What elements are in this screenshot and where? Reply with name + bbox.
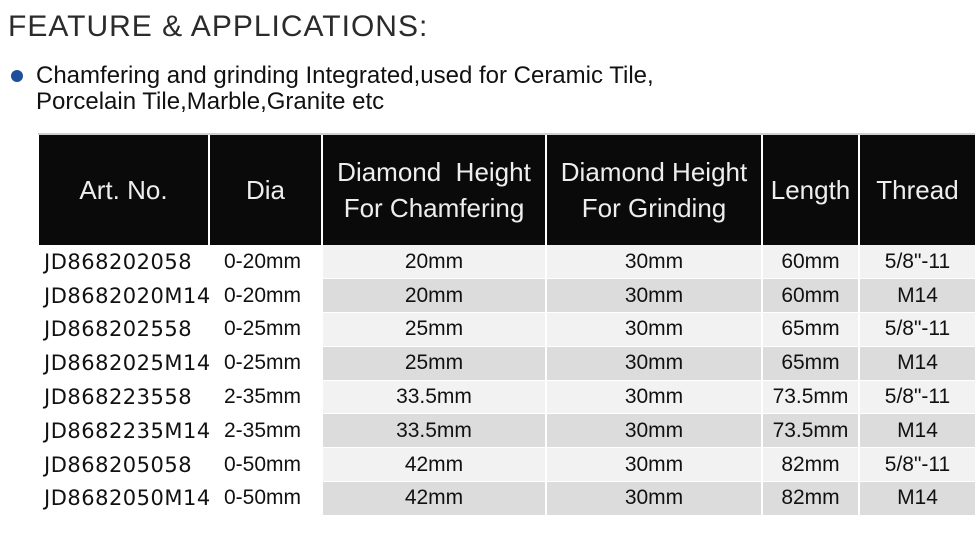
cell-art-no: JD8682050M14 [39, 482, 209, 516]
table-row [39, 482, 976, 516]
cell-thread: M14 [859, 414, 976, 448]
cell-art-no: JD8682235M14 [39, 414, 209, 448]
cell-chamfer-height: 33.5mm [322, 414, 546, 448]
cell-dia: 0-50mm [209, 482, 322, 516]
header-chamfer-height [322, 135, 546, 245]
cell-length: 82mm [762, 448, 859, 482]
spec-table-container [38, 135, 975, 516]
table-row [39, 448, 976, 482]
cell-grind-height: 30mm [546, 448, 762, 482]
cell-grind-height: 30mm [546, 482, 762, 516]
table-row [39, 380, 976, 414]
spec-table-header [39, 135, 976, 245]
cell-chamfer-height: 25mm [322, 313, 546, 347]
header-chamfer-line-1: Diamond Height [337, 157, 531, 187]
feature-line-1: Chamfering and grinding Integrated,used for Ceramic Tile, [36, 62, 654, 89]
spec-table [38, 135, 977, 516]
cell-art-no: JD868202058 [39, 245, 209, 279]
header-dia: Dia [209, 135, 322, 245]
feature-line-2: Porcelain Tile,Marble,Granite etc [36, 88, 385, 115]
cell-grind-height: 30mm [546, 414, 762, 448]
header-grind-line-2: For Grinding [581, 193, 727, 223]
table-row [39, 279, 976, 313]
spec-table-body [39, 245, 976, 515]
cell-art-no: JD868205058 [39, 448, 209, 482]
cell-art-no: JD8682025M14 [39, 346, 209, 380]
table-row [39, 346, 976, 380]
cell-chamfer-height: 20mm [322, 279, 546, 313]
cell-thread: M14 [859, 346, 976, 380]
cell-thread: 5/8"-11 [859, 380, 976, 414]
cell-art-no: JD868223558 [39, 380, 209, 414]
page-heading: FEATURE & APPLICATIONS: [8, 10, 429, 43]
cell-dia: 0-25mm [209, 346, 322, 380]
header-grind-height [546, 135, 762, 245]
cell-chamfer-height: 42mm [322, 482, 546, 516]
header-row [39, 135, 976, 245]
cell-grind-height: 30mm [546, 279, 762, 313]
cell-dia: 2-35mm [209, 380, 322, 414]
cell-length: 73.5mm [762, 380, 859, 414]
cell-grind-height: 30mm [546, 346, 762, 380]
cell-length: 73.5mm [762, 414, 859, 448]
cell-dia: 2-35mm [209, 414, 322, 448]
cell-grind-height: 30mm [546, 313, 762, 347]
cell-length: 65mm [762, 346, 859, 380]
cell-dia: 0-20mm [209, 279, 322, 313]
table-row [39, 245, 976, 279]
cell-art-no: JD868202558 [39, 313, 209, 347]
header-grind-line-1: Diamond Height [560, 157, 748, 187]
table-row [39, 414, 976, 448]
cell-length: 60mm [762, 245, 859, 279]
bullet-dot-icon [11, 70, 23, 82]
cell-chamfer-height: 42mm [322, 448, 546, 482]
cell-chamfer-height: 25mm [322, 346, 546, 380]
cell-thread: 5/8"-11 [859, 313, 976, 347]
cell-length: 60mm [762, 279, 859, 313]
cell-thread: 5/8"-11 [859, 245, 976, 279]
cell-length: 65mm [762, 313, 859, 347]
cell-thread: M14 [859, 482, 976, 516]
cell-thread: M14 [859, 279, 976, 313]
feature-description [36, 63, 654, 115]
cell-art-no: JD8682020M14 [39, 279, 209, 313]
cell-grind-height: 30mm [546, 380, 762, 414]
header-thread: Thread [859, 135, 976, 245]
header-art-no: Art. No. [39, 135, 209, 245]
header-length: Length [762, 135, 859, 245]
header-chamfer-line-2: For Chamfering [343, 193, 525, 223]
cell-dia: 0-50mm [209, 448, 322, 482]
table-row [39, 313, 976, 347]
cell-chamfer-height: 20mm [322, 245, 546, 279]
cell-length: 82mm [762, 482, 859, 516]
cell-dia: 0-20mm [209, 245, 322, 279]
cell-chamfer-height: 33.5mm [322, 380, 546, 414]
cell-thread: 5/8"-11 [859, 448, 976, 482]
cell-dia: 0-25mm [209, 313, 322, 347]
cell-grind-height: 30mm [546, 245, 762, 279]
